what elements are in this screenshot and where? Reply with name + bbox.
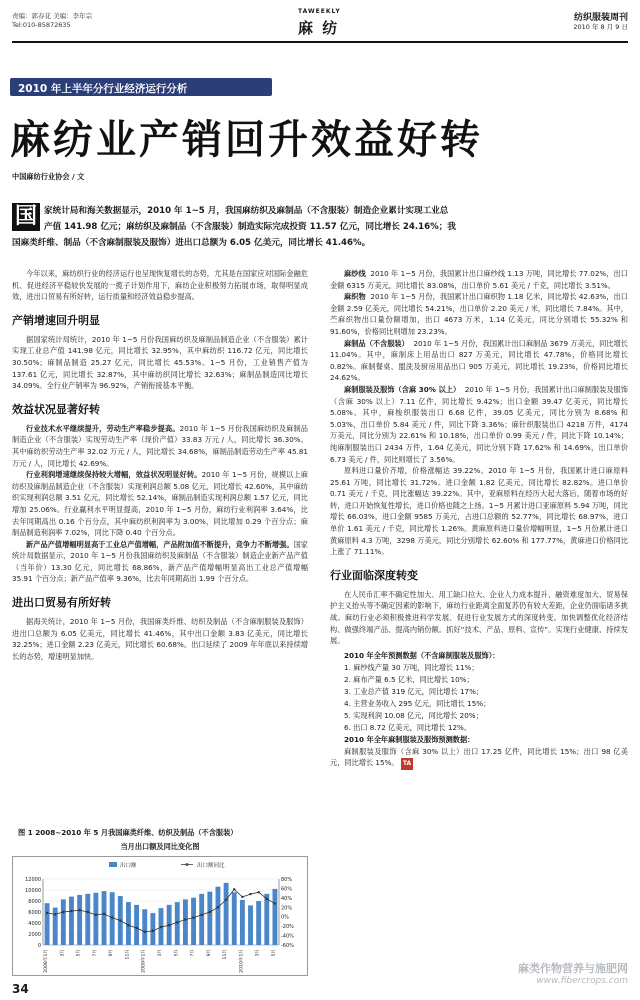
y-right-tick-label: -60% (281, 943, 294, 949)
bar (45, 903, 50, 945)
growth-point (209, 911, 211, 913)
editor-credits: 责编：郭春花 美编：李年宗 (12, 12, 93, 20)
x-tick-label: 5月 (76, 949, 82, 957)
yarn-body: 2010 年 1~5 月份，我国累计出口麻纱线 1.13 万吨，同比增长 77.02%，出口金额 6315 万美元，同比增长 83.08%，出口单价 5.61 美元 / 千克，同比增长 3.51%。 (330, 269, 628, 290)
watermark (518, 960, 628, 986)
section-heading-3: 进出口贸易有所好转 (12, 596, 111, 610)
bar (150, 913, 155, 945)
figure-caption-1: 图 1 2008~2010 年 5 月我国麻类纤维、纺织及制品（不含服装） (18, 828, 238, 837)
growth-point (168, 924, 170, 926)
growth-point (274, 902, 276, 904)
intro-paragraph: 今年以来，麻纺织行业的经济运行也呈现恢复增长的态势，尤其是在国家应对国际金融危机、促进经济平稳较快发展的一揽子计划作用下，麻纺企业积极努力拓展市场，取得明显成效，进出口贸易有所好转，运行质量和经济效益稳步提高。 (12, 269, 308, 302)
article-title: 麻纺业产销回升效益好转 (10, 117, 483, 163)
sec2-paragraph-3 (12, 539, 308, 585)
growth-point (54, 913, 56, 915)
sec2-p1-body: 2010 年 1~5 月份我国麻纺织及麻制品制造企业（不含服装）实现劳动生产率（现价产值）33.83 万元 / 人，同比增长 36.30%。其中麻纺织劳动生产率 32.02 万元 / 人，同比增长 34.68%，麻制品制造劳动生产率 45.81 万元 / 人，同比增长 42.69%。 (12, 423, 308, 468)
y-right-tick-label: 0% (281, 914, 289, 921)
x-tick-label: 2009年1月 (141, 949, 147, 973)
apparel-body: 2010 年 1~5 月份，我国累计出口麻制服装及服饰（含麻 30% 以上）7.11 亿件，同比增长 9.42%；出口金额 39.47 亿美元，同比增长 5.08%。其中，麻梭织服装出口 6.68 亿件，39.05 亿美元，同比分别为 8.68% 和 5.03%，出口单价 5.84 美元 / 件，同比下降 3.36%；麻针织服装出口 4218 万件，4174 万美元，同比分别为 22.61% 和 10.18%，出口单价 0.99 美元 / 件，同比下降 10.14%；纯麻制服装出口 2434 万件，1.64 亿美元，同比分别下降 17.62% 和 14.69%，出口单价 6.73 美元 / 件，同比则增长了 3.56%。 (330, 384, 628, 464)
end-mark: TA (401, 758, 413, 770)
y-right-tick-label: 60% (281, 886, 293, 893)
y-left-tick-label: 12000 (25, 877, 41, 883)
y-right-tick-label: -20% (281, 924, 294, 931)
y-left-tick-label: 2000 (28, 932, 41, 938)
sec4-paragraph: 在人民币汇率不确定性加大、用工缺口拉大、企业人力成本提升、融资难度加大、贸易保护主义抬头等不确定因素的影响下，麻纺行业距离全面复苏仍有较大差距，企业仍面临诸多挑战。麻纺行业必须积极推进科学发展、促进行业发展方式的深度转变。加快调整优化经济结构、做强终端产品、提高内销份额。抓好“技术、产品、原料、宣传”。实现行业健康、持续发展。 (330, 589, 628, 646)
forecast-title: 2010 年全年预测数据（不含麻制服装及服饰）： (344, 650, 500, 660)
growth-point (176, 921, 178, 923)
growth-point (241, 896, 243, 898)
growth-point (95, 914, 97, 916)
page-number: 34 (12, 982, 29, 996)
growth-point (233, 888, 235, 890)
header-credits (12, 12, 92, 29)
forecast2-title: 2010 年全年麻制服装及服饰预测数据： (344, 734, 475, 744)
bar (240, 900, 245, 945)
growth-point (225, 899, 227, 901)
section-heading-4: 行业面临深度转变 (330, 568, 418, 582)
growth-point (266, 898, 268, 900)
lead-line-3: 国麻类纤维、制品（不含麻制服装及服饰）进出口总额为 6.05 亿美元，同比增长 41.46%。 (12, 238, 371, 248)
publication-date: 2010 年 8 月 9 日 (573, 23, 628, 31)
fabric-paragraph (330, 291, 628, 337)
bar (183, 899, 188, 945)
section-heading-1: 产销增速回升明显 (12, 313, 100, 327)
apparel-paragraph (330, 384, 628, 465)
products-lead: 麻制品（不含服装） (344, 338, 409, 348)
sec2-p1-lead: 行业技术水平继续提升，劳动生产率稳步提高。 (26, 423, 180, 433)
y-right-tick-label: -40% (281, 933, 294, 940)
growth-point (144, 931, 146, 933)
x-tick-label: 7月 (92, 949, 98, 957)
bar (102, 891, 107, 945)
legend-swatch-bar (109, 862, 117, 867)
x-tick-label: 3月 (255, 949, 261, 957)
bar (232, 892, 237, 945)
x-tick-label: 3月 (60, 949, 66, 957)
bar (69, 897, 74, 945)
sec3-paragraph: 据海关统计，2010 年 1~5 月份，我国麻类纤维、纺织及制品（不含麻制服装及服饰）进出口总额为 6.05 亿美元，同比增长 41.46%，其中出口金额 3.83 亿美元，同比增长 32.25%；进口金额 2.23 亿美元，同比增长 60.68%。出口延续了 2009 年年底以来持续增长的态势，增速明显加快。 (12, 617, 308, 661)
raw-material-paragraph: 原料进口量价齐增，价格涨幅达 39.22%。2010 年 1~5 月份，我国累计进口麻原料 25.61 万吨，同比增长 31.72%。进口金额 1.82 亿美元，同比增长 82.82%。进口单价 0.71 美元 / 千克，同比涨幅达 39.22%。其中，亚麻原料在经历大起大落后，随着市场的好转，进口开始恢复性增长，进口价格也随之上扬。1~5 月累计进口亚麻原料 5.94 万吨，同比增长 66.03%，进口金额 9585 万美元，占进口总额的 52.77%，同比增长 68.97%，进口单价 1.61 美元 / 千克，同比增长 1.26%。黄麻原料进口量价增幅明显，1~5 月份累计进口黄麻原料 4.3 万吨，3298 万美元，同比分别增长 62.60% 和 177.77%，黄麻进口价格同比上涨了 71.11%。 (330, 466, 628, 557)
growth-point (119, 919, 121, 921)
growth-point (257, 891, 259, 893)
forecast2-body: 麻制服装及服饰（含麻 30% 以上）出口 17.25 亿件，同比增长 15%；出口 98 亿美元，同比增长 15%。 (330, 746, 628, 768)
figure-caption-2: 当月出口额及同比变化图 (120, 842, 200, 851)
yarn-paragraph (330, 268, 628, 291)
forecast-item: 3. 工业总产值 319 亿元，同比增长 17%； (344, 686, 484, 696)
section-heading-2: 效益状况显著好转 (12, 402, 100, 416)
growth-point (184, 918, 186, 920)
sec2-p3-body: 国家统计局数据显示，2010 年 1~5 月份我国麻纺织及麻制品（不含服装）制造企业新产品产值（当年价）13.30 亿元，同比增长 68.86%，新产品产值增幅明显高出工业总产值增幅 35.91 个百分点；新产品产值率 9.36%，比去年同期高出 1.99 个百分点。 (12, 539, 308, 584)
legend-label-bar: 出口额 (120, 863, 137, 869)
sec2-paragraph-2 (12, 469, 308, 539)
section-title: 麻 纺 (298, 19, 340, 37)
sec2-paragraph-1 (12, 423, 308, 469)
forecast-item: 6. 出口 8.72 亿美元，同比增长 12%。 (344, 722, 472, 732)
y-right-tick-label: 40% (281, 895, 293, 902)
forecast-item: 2. 麻布产量 6.5 亿米，同比增长 10%； (344, 674, 474, 684)
x-tick-label: 9月 (206, 949, 212, 957)
bar (216, 887, 221, 945)
legend-label-line: 出口额同比 (197, 863, 225, 869)
publication-name: 纺织服装周刊 (573, 13, 628, 23)
sec2-p2-lead: 行业利润增速继续保持较大增幅，效益状况明显好转。 (26, 470, 202, 480)
right-column (330, 268, 628, 770)
fabric-lead: 麻织物 (344, 292, 366, 302)
forecast-list (330, 662, 628, 734)
forecast2-paragraph (330, 746, 628, 770)
figure-chart (12, 856, 308, 976)
y-left-tick-label: 6000 (28, 910, 41, 916)
bar (61, 899, 66, 945)
legend-marker-line (186, 863, 189, 866)
apparel-lead: 麻制服装及服饰（含麻 30% 以上） (344, 384, 461, 394)
y-right-tick-label: 20% (281, 905, 293, 912)
watermark-title: 麻类作物营养与施肥网 (518, 962, 628, 975)
left-column (12, 268, 308, 662)
y-left-tick-label: 0 (37, 943, 41, 949)
growth-point (70, 910, 72, 912)
growth-point (160, 926, 162, 928)
forecast-item: 4. 主营业务收入 295 亿元，同比增长 15%； (344, 698, 491, 708)
bar (191, 898, 196, 945)
growth-point (192, 916, 194, 918)
growth-point (249, 893, 251, 895)
x-tick-label: 7月 (190, 949, 196, 957)
bar (93, 893, 98, 945)
growth-point (78, 909, 80, 911)
chart-svg (13, 857, 307, 975)
x-tick-label: 9月 (109, 949, 115, 957)
y-left-tick-label: 8000 (28, 899, 41, 905)
lead-dropcap: 国 (12, 203, 40, 231)
x-tick-label: 3月 (158, 949, 163, 957)
growth-point (111, 916, 113, 918)
growth-point (87, 911, 89, 913)
bar (134, 905, 139, 945)
bar (77, 895, 82, 945)
x-tick-label: 2008年1月 (44, 949, 50, 973)
bar (248, 905, 253, 945)
bar (224, 883, 229, 945)
yarn-lead: 麻纱线 (344, 269, 366, 278)
x-tick-label: 2010年1月 (239, 949, 245, 973)
bar (199, 894, 204, 945)
lead-line-2: 产值 141.98 亿元；麻纺织及麻制品（不含服装）制造实际完成投资 11.57 亿元，同比增长 24.16%；我 (44, 222, 456, 232)
fabric-body: 2010 年 1~5 月份，我国累计出口麻织物 1.18 亿米，同比增长 42.63%，出口金额 2.59 亿美元，同比增长 54.21%，出口单价 2.20 美元 / 米，同比增长 7.84%。其中，苎麻织物出口量份额增加，出口 4673 万米，1.14 亿美元，同比分别增长 55.32% 和 91.60%，价格同比则增加 23.23%。 (330, 292, 628, 336)
growth-point (103, 913, 105, 915)
kicker-bar: 2010 年上半年分行业经济运行分析 (10, 78, 272, 96)
watermark-url: www.fibercrops.com (536, 976, 628, 986)
growth-point (127, 924, 129, 926)
article-byline: 中国麻纺行业协会 / 文 (12, 172, 85, 181)
bar (272, 889, 277, 945)
forecast-item: 1. 麻纱线产量 30 万吨，同比增长 11%； (344, 662, 479, 672)
x-tick-label: 5月 (174, 949, 180, 957)
bar (207, 892, 212, 945)
lead-line-1: 家统计局和海关数据显示，2010 年 1~5 月，我国麻纺织及麻制品（不含服装）制造企业累计实现工业总 (44, 206, 449, 216)
x-tick-label: 11月 (125, 949, 131, 960)
y-left-tick-label: 4000 (28, 921, 41, 927)
editor-tel: Tel:010-85872635 (12, 20, 71, 29)
bar (256, 901, 261, 945)
sec1-paragraph: 据国家统计局统计，2010 年 1~5 月份我国麻纺织及麻制品制造企业（不含服装）累计实现工业总产值 141.98 亿元，同比增长 32.95%，其中麻纺织 116.72 亿元，同比增长 30.50%；麻制品制造 25.27 亿元，同比增长 45.53%。1~5 月份，工业销售产值为 137.61 亿元，同比增长 32.87%，其中麻纺织同比增长 32.63%；麻制品制造同比增长 34.09%。全行业产销率为 96.92%，产销衔接基本平衡。 (12, 334, 308, 391)
forecast-item: 5. 实现利润 10.08 亿元，同比增长 20%； (344, 710, 483, 720)
bar (126, 902, 131, 945)
page-header (12, 8, 628, 52)
sec2-p2-body: 2010 年 1~5 月份，规模以上麻纺织及麻制品制造企业（不含服装）实现利润总额 5.08 亿元，同比增长 42.60%，其中麻纺织实现利润总额 3.51 亿元，同比增长 52.14%，麻制品制造实现利润总额 1.57 亿元，同比增加 25.06%。行业赢利水平明显提高，2010 年 1~5 月份，麻纺行业利润率 3.64%，比去年同期高出 0.16 个百分点，其中麻纺织利润率为 3.00%，同比增加 0.29 个百分点；麻制品制造利润率 7.02%，同比下降 0.40 个百分点。 (12, 470, 308, 538)
y-left-tick-label: 10000 (25, 888, 41, 894)
bar (264, 894, 269, 945)
growth-point (217, 906, 219, 908)
growth-point (135, 927, 137, 929)
lead-box (12, 203, 628, 253)
x-tick-label: 5月 (271, 949, 277, 957)
products-paragraph (330, 338, 628, 384)
growth-point (46, 912, 48, 914)
x-tick-label: 11月 (223, 949, 229, 960)
brand-mark: TAWEEKLY (298, 8, 341, 15)
bar (85, 894, 90, 945)
growth-point (62, 911, 64, 913)
growth-point (152, 930, 154, 932)
bar (142, 909, 147, 945)
header-rule (12, 41, 628, 43)
products-body: 2010 年 1~5 月份，我国累计出口麻制品 3679 万美元，同比增长 11.04%。其中，麻制床上用品出口 827 万美元，同比增长 47.78%，价格同比增长 0.82%。麻制餐桌、盥洗及厨房用品出口 905 万美元，同比增长 19.23%，价格同比增长 24.62%。 (330, 338, 628, 383)
y-right-tick-label: 80% (281, 877, 293, 883)
growth-point (200, 914, 202, 916)
sec2-p3-lead: 新产品产值增幅明显高于工业总产值增幅，产品附加值不断提升，竞争力不断增强。 (26, 539, 294, 549)
